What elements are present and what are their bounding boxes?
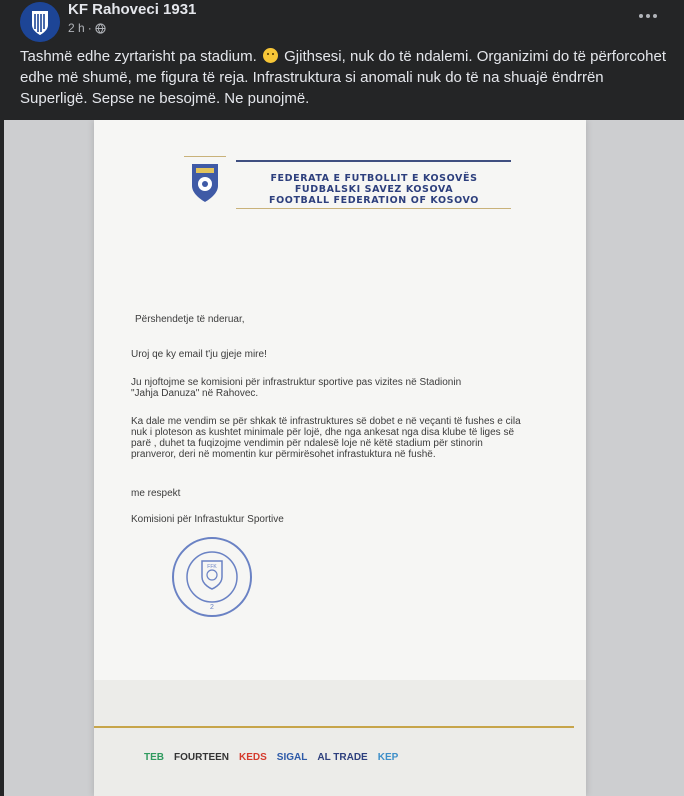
post-meta — [68, 21, 106, 35]
letter-paragraph-1: Uroj qe ky email t'ju gjeje mire! — [131, 349, 267, 360]
page-avatar[interactable] — [20, 2, 60, 42]
sad-face-emoji — [263, 48, 278, 63]
sponsor-al-trade: AL TRADE — [317, 752, 368, 763]
letter-paragraph-3-line3: parë , duhet ta fuqizojme vendimin për ndalesë loje në këtë stadium për stinorin — [131, 438, 483, 449]
letterhead-rule-left — [184, 156, 226, 157]
post-text-part1: Tashmë edhe zyrtarisht pa stadium. — [20, 48, 257, 65]
more-options-icon[interactable] — [634, 6, 662, 26]
letterhead-rule-top — [236, 160, 511, 162]
sponsor-sigal: SIGAL — [276, 752, 308, 763]
letter-paragraph-2-line2: "Jahja Danuza" në Rahovec. — [131, 388, 259, 399]
club-crest-icon — [20, 2, 60, 42]
letter-paragraph-3-line4: pranveror, deri në momentin kur përmirësohet infrastuktura në fushë. — [131, 449, 436, 460]
ffk-logo-icon — [190, 162, 220, 204]
sponsor-kep: KEP — [377, 752, 399, 763]
letter-paragraph-3-line2: nuk i ploteson as kushtet minimale për lojë, dhe nga ankesat nga disa klube të liges së — [131, 427, 515, 438]
letter-paragraph-2-line1: Ju njoftojme se komisioni për infrastruktur sportive pas vizites në Stadionin — [131, 377, 462, 388]
post-text-part2: Gjithsesi, nuk do të ndalemi. Organizimi do të përforcohet edhe më shumë, me figura të reja. Infrastruktura si anomali nuk do të na shuajë ëndrrën Superligë. Sepse ne besojmë. Ne punojmë. — [20, 48, 666, 107]
letter-paragraph-3-line1: Ka dale me vendim se për shkak të infrastruktures së dobet e në veçanti të fushes e cila — [131, 416, 521, 427]
sponsor-fourteen: FOURTEEN — [174, 752, 229, 763]
sponsor-logos — [144, 752, 398, 763]
letter-signature: Komisioni për Infrastuktur Sportive — [131, 514, 284, 525]
letterhead-line1: FEDERATA E FUTBOLLIT E KOSOVËS — [270, 173, 478, 184]
meta-separator: · — [87, 21, 92, 35]
sponsor-keds: KEDS — [239, 752, 267, 763]
post-time[interactable]: 2 h — [68, 21, 85, 35]
letterhead-rule-bottom — [236, 208, 511, 209]
stamp-center-text: FFK — [207, 564, 217, 570]
stamp-seal-icon — [174, 539, 250, 615]
page-name[interactable]: KF Rahoveci 1931 — [68, 1, 197, 18]
letterhead-line2: FUDBALSKI SAVEZ KOSOVA — [294, 184, 454, 195]
letter-closing: me respekt — [131, 488, 181, 499]
letterhead-title — [259, 173, 489, 206]
letter-greeting: Përshendetje të nderuar, — [135, 314, 245, 325]
post-photo[interactable] — [4, 120, 684, 796]
letter-footer-area — [94, 680, 586, 796]
sponsor-teb: TEB — [144, 752, 164, 763]
footer-gold-rule — [94, 726, 574, 728]
federation-stamp — [172, 537, 252, 617]
post-text — [20, 46, 670, 109]
stamp-number: 2 — [210, 604, 214, 611]
letterhead-line3: FOOTBALL FEDERATION OF KOSOVO — [269, 195, 479, 206]
globe-icon — [95, 23, 106, 34]
